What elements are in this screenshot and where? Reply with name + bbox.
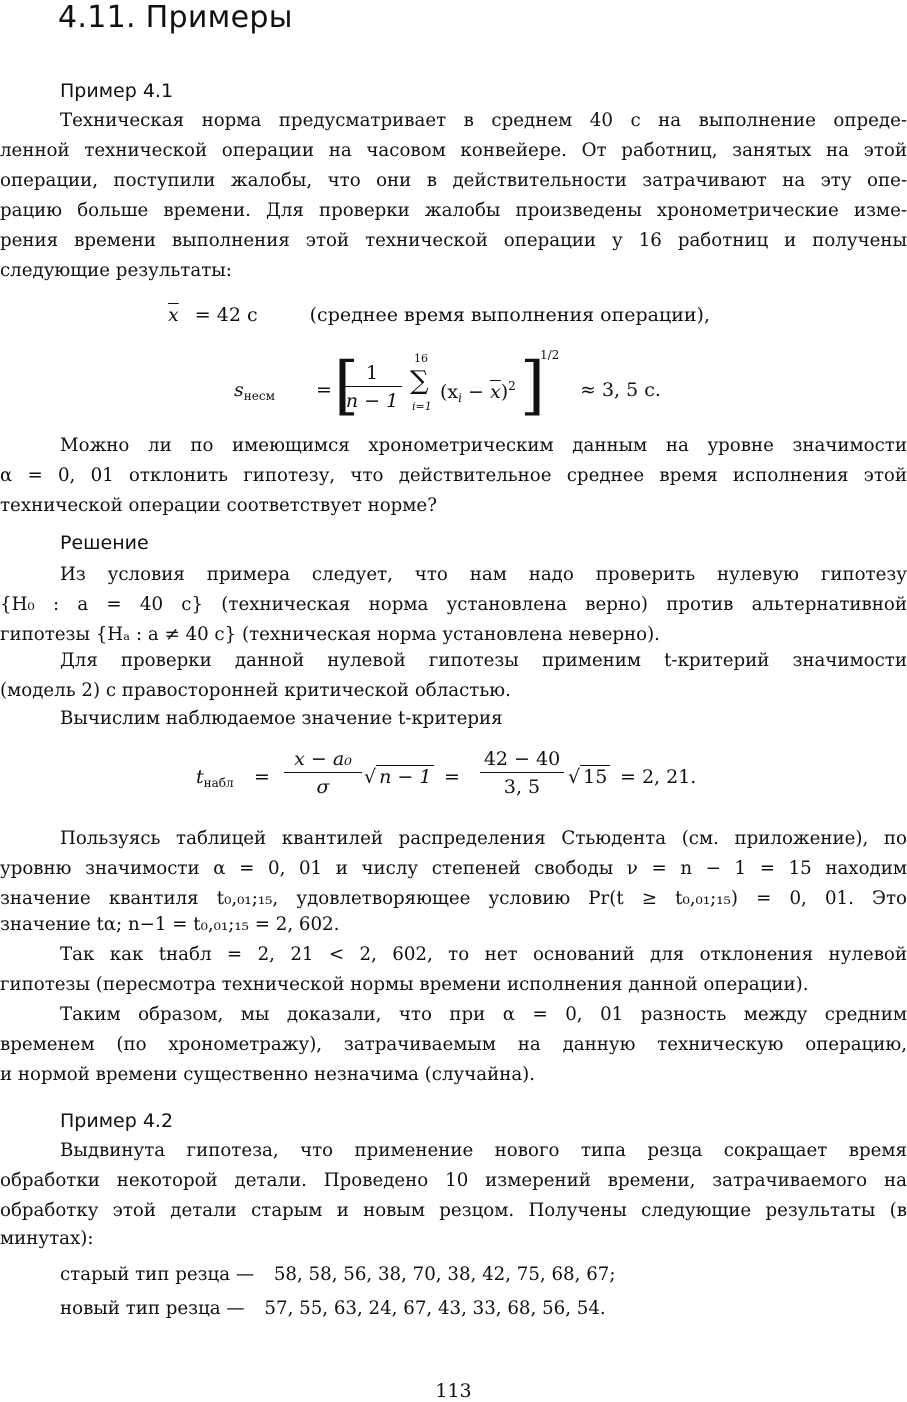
eq3-fraction-1 bbox=[284, 748, 362, 798]
sigma-sum-icon: ∑ bbox=[410, 366, 429, 396]
new-cutter-data bbox=[60, 1296, 820, 1322]
ex1-question-line: Можно ли по имеющимся хронометрическим данным на уровне значимости bbox=[60, 435, 907, 456]
solution-line: Из условия примера следует, что нам надо проверить нулевую гипотезу bbox=[60, 564, 907, 585]
eq2-term-end: ) bbox=[500, 381, 509, 403]
old-cutter-label: старый тип резца — bbox=[60, 1264, 255, 1285]
eq3-lhs-sub: набл bbox=[203, 776, 234, 790]
ex1-quantile-line: уровню значимости α = 0, 01 и числу степеней свободы ν = n − 1 = 15 находим bbox=[0, 858, 907, 879]
eq2-approx: ≈ 3, 5 с. bbox=[580, 379, 661, 401]
eq2-num: 1 bbox=[342, 362, 402, 387]
section-title: 4.11. Примеры bbox=[58, 0, 293, 35]
solution-heading: Решение bbox=[60, 532, 149, 554]
eq3-result: = 2, 21. bbox=[620, 766, 697, 788]
eq3-num1: x − a₀ bbox=[284, 748, 362, 773]
ex1-conclusion-line: гипотезы (пересмотра технической нормы времени исполнения данной операции). bbox=[0, 974, 809, 995]
ex1-quantile-line: значение квантиля t₀,₀₁;₁₅, удовлетворяющее условию Pr(t ≥ t₀,₀₁;₁₅) = 0, 01. Это bbox=[0, 888, 907, 909]
ex1-question-line: α = 0, 01 отклонить гипотезу, что действительное среднее время исполнения этой bbox=[0, 465, 907, 486]
ex2-text-line: Выдвинута гипотеза, что применение нового типа резца сокращает время bbox=[60, 1140, 907, 1161]
eq3-den2: 3, 5 bbox=[503, 776, 541, 798]
eq2-den: n − 1 bbox=[345, 390, 399, 412]
eq2-sum-top: 16 bbox=[414, 352, 428, 365]
eq2-right-bracket: ] bbox=[520, 349, 545, 423]
eq3-den1: σ bbox=[316, 776, 330, 798]
eq1-rhs: = 42 с bbox=[194, 304, 258, 326]
ex1-summary-line: Таким образом, мы доказали, что при α = 0, 01 разность между средним bbox=[60, 1004, 907, 1025]
sqrt-icon: √ n − 1 bbox=[364, 766, 434, 788]
ex1-quantile-line: Пользуясь таблицей квантилей распределения Стьюдента (см. приложение), по bbox=[60, 828, 907, 849]
solution-line: (модель 2) с правосторонней критической областью. bbox=[0, 680, 511, 701]
page-number: 113 bbox=[435, 1380, 472, 1402]
ex2-text-line: обработку этой детали старым и новым резцом. Получены следующие результаты (в bbox=[0, 1200, 907, 1221]
eq1-comment: (среднее время выполнения операции), bbox=[309, 304, 710, 326]
solution-line: Для проверки данной нулевой гипотезы применим t-критерий значимости bbox=[60, 650, 907, 671]
new-cutter-values: 57, 55, 63, 24, 67, 43, 33, 68, 56, 54. bbox=[264, 1298, 606, 1319]
eq2-term-i: i bbox=[458, 391, 462, 405]
eq2-term-mid: − bbox=[461, 381, 490, 403]
ex1-text-line: ленной технической операции на часовом конвейере. От работниц, занятых на этой bbox=[0, 140, 907, 161]
eq2-term: (x bbox=[440, 381, 459, 403]
solution-line: гипотезы {Hₐ : a ≠ 40 с} (техническая норма установлена неверно). bbox=[0, 624, 660, 645]
sqrt-icon: √ 15 bbox=[568, 766, 610, 788]
eq2-sq: 2 bbox=[508, 379, 516, 393]
ex1-summary-line: временем (по хронометражу), затрачиваемым на данную техническую операцию, bbox=[0, 1034, 907, 1055]
ex1-text-line: операции, поступили жалобы, что они в действительности затрачивают на эту опе- bbox=[0, 170, 907, 191]
ex1-text-line: рацию больше времени. Для проверки жалобы произведены хронометрические изме- bbox=[0, 200, 907, 221]
eq2-pow: 1/2 bbox=[540, 348, 560, 362]
eq3-eq2: = bbox=[444, 766, 460, 788]
ex2-text-line: обработки некоторой детали. Проведено 10 измерений времени, затрачиваемого на bbox=[0, 1170, 907, 1191]
eq2-left-bracket: [ bbox=[334, 349, 359, 423]
solution-line: Вычислим наблюдаемое значение t-критерия bbox=[60, 708, 503, 729]
eq2-lhs-sub: несм bbox=[243, 389, 275, 403]
old-cutter-data bbox=[60, 1262, 820, 1288]
eq3-lhs: t bbox=[196, 766, 204, 788]
ex1-text-line: следующие результаты: bbox=[0, 260, 232, 281]
solution-line: {H₀ : a = 40 с} (техническая норма установлена верно) против альтернативной bbox=[0, 594, 907, 615]
eq2-fraction bbox=[342, 362, 402, 412]
ex1-text-line: рения времени выполнения этой технической операции у 16 работниц и получены bbox=[0, 230, 907, 251]
eq3-root1: n − 1 bbox=[376, 765, 434, 788]
ex2-text-line: минутах): bbox=[0, 1228, 94, 1249]
new-cutter-label: новый тип резца — bbox=[60, 1298, 245, 1319]
eq2-lhs: s bbox=[234, 379, 244, 401]
example-2-heading: Пример 4.2 bbox=[60, 1110, 174, 1132]
ex1-question-line: технической операции соответствует норме? bbox=[0, 495, 437, 516]
ex1-quantile-line: значение tα; n−1 = t₀,₀₁;₁₅ = 2, 602. bbox=[0, 914, 340, 935]
old-cutter-values: 58, 58, 56, 38, 70, 38, 42, 75, 68, 67; bbox=[273, 1264, 616, 1285]
eq3-fraction-2 bbox=[480, 748, 564, 798]
ex1-conclusion-line: Так как tнабл = 2, 21 < 2, 602, то нет оснований для отклонения нулевой bbox=[60, 944, 907, 965]
ex1-text-line: Техническая норма предусматривает в среднем 40 с на выполнение опреде- bbox=[60, 110, 907, 131]
eq1-lhs: $\overline{x}$ bbox=[168, 304, 179, 326]
eq3-num2: 42 − 40 bbox=[480, 748, 564, 773]
example-1-heading: Пример 4.1 bbox=[60, 80, 174, 102]
equation-mean bbox=[168, 304, 710, 326]
eq2-sum-bot: i=1 bbox=[412, 400, 432, 413]
eq3-eq1: = bbox=[254, 766, 270, 788]
ex1-summary-line: и нормой времени существенно незначима (случайна). bbox=[0, 1064, 536, 1085]
eq3-root2: 15 bbox=[580, 765, 610, 788]
eq2-eq: = bbox=[316, 379, 332, 401]
eq2-term-x: $\overline{x}$ bbox=[489, 381, 501, 403]
